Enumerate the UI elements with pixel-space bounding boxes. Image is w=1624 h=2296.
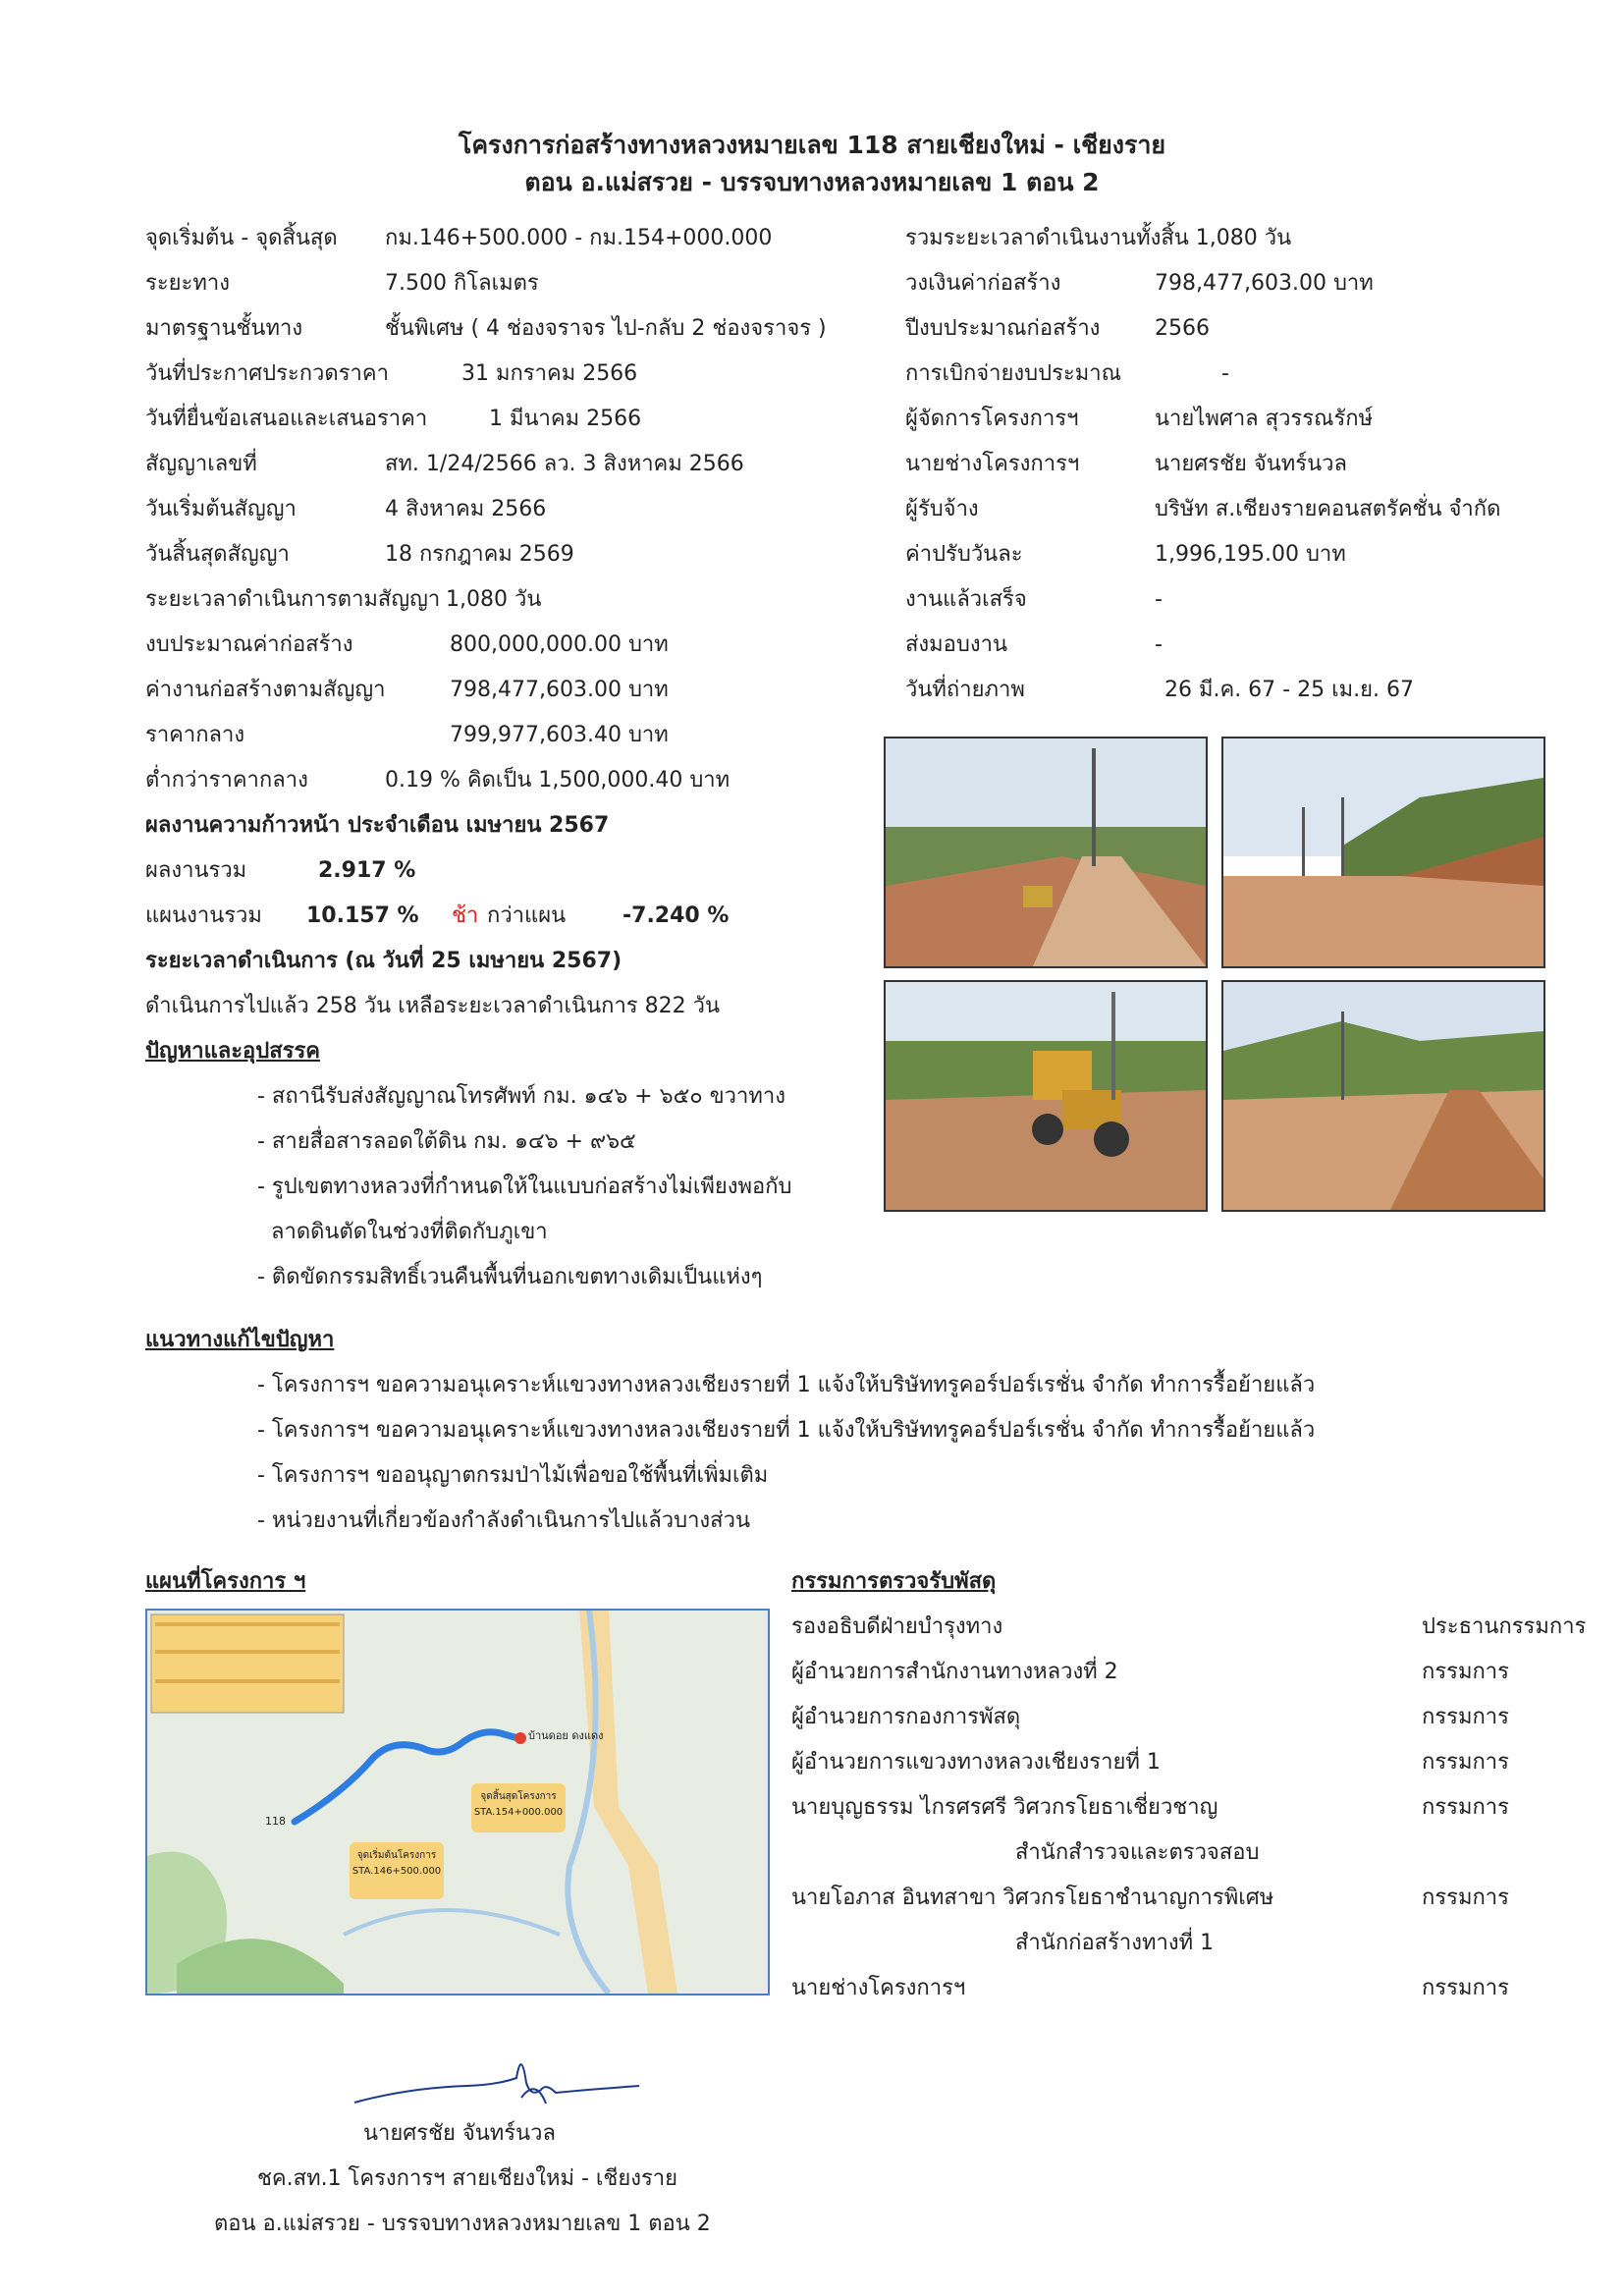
document-title-line2: ตอน อ.แม่สรวย - บรรจบทางหลวงหมายเลข 1 ตอน 2 (524, 168, 1100, 196)
site-photo-4 (1221, 980, 1545, 1212)
info-label: วันที่ถ่ายภาพ (905, 678, 1025, 702)
info-label: ผู้จัดการโครงการฯ (905, 407, 1079, 431)
end-callout-station: STA.154+000.000 (473, 1807, 564, 1818)
committee-member: นายโอภาส อินทสาขา วิศวกรโยธาชำนาญการพิเศษ (791, 1886, 1274, 1910)
info-value: 2566 (1155, 316, 1210, 341)
problem-item: - สายสื่อสารลอดใต้ดิน กม. ๑๔๖ + ๙๖๕ (257, 1129, 636, 1154)
info-value: - (1221, 361, 1229, 386)
site-photo-2 (1221, 737, 1545, 968)
status-suffix: กว่าแผน (487, 903, 567, 928)
problem-item: - สถานีรับส่งสัญญาณโทรศัพท์ กม. ๑๔๖ + ๖๕๐ ขวาทาง (257, 1084, 785, 1109)
committee-heading: กรรมการตรวจรับพัสดุ (791, 1569, 997, 1594)
info-label: สัญญาเลขที่ (145, 452, 257, 476)
committee-role: กรรมการ (1422, 1795, 1509, 1820)
solution-item: - หน่วยงานที่เกี่ยวข้องกำลังดำเนินการไปแล้วบางส่วน (257, 1508, 750, 1533)
info-value: บริษัท ส.เชียงรายคอนสตรัคชั่น จำกัด (1155, 497, 1501, 521)
start-callout (350, 1842, 444, 1899)
solution-item: - โครงการฯ ขอความอนุเคราะห์แขวงทางหลวงเชียงรายที่ 1 แจ้งให้บริษัททรูคอร์ปอร์เรชั่น จำกัด ทำการรื้อย้ายแล้ว (257, 1373, 1316, 1397)
info-label: มาตรฐานชั้นทาง (145, 316, 303, 341)
info-label: จุดเริ่มต้น - จุดสิ้นสุด (145, 226, 338, 250)
map-endpoint-label: บ้านดอย ดงแดง (528, 1729, 604, 1742)
info-value: กม.146+500.000 - กม.154+000.000 (385, 226, 773, 250)
solution-item: - โครงการฯ ขออนุญาตกรมป่าไม้เพื่อขอใช้พื้นที่เพิ่มเติม (257, 1463, 769, 1488)
actual-progress-value: 2.917 % (318, 858, 416, 883)
info-label: ระยะทาง (145, 271, 230, 296)
problem-item: ลาดดินตัดในช่วงที่ติดกับภูเขา (271, 1220, 548, 1244)
committee-role: กรรมการ (1422, 1976, 1509, 2000)
site-photo-1 (884, 737, 1208, 968)
info-value: สท. 1/24/2566 ลว. 3 สิงหาคม 2566 (385, 452, 744, 476)
info-label: ปีงบประมาณก่อสร้าง (905, 316, 1101, 341)
info-value: 798,477,603.00 บาท (1155, 271, 1374, 296)
committee-member: ผู้อำนวยการสำนักงานทางหลวงที่ 2 (791, 1660, 1118, 1684)
info-value: 18 กรกฎาคม 2569 (385, 542, 574, 567)
info-label: ผู้รับจ้าง (905, 497, 979, 521)
info-value: 0.19 % คิดเป็น 1,500,000.40 บาท (385, 768, 731, 793)
info-value: 7.500 กิโลเมตร (385, 271, 539, 296)
info-label: งบประมาณค่าก่อสร้าง (145, 632, 353, 657)
signer-position: ชค.สท.1 โครงการฯ สายเชียงใหม่ - เชียงราย (257, 2166, 678, 2191)
info-value: นายศรชัย จันทร์นวล (1155, 452, 1348, 476)
info-label: รวมระยะเวลาดำเนินงานทั้งสิ้น 1,080 วัน (905, 226, 1292, 250)
info-label: วันที่ยื่นข้อเสนอและเสนอราคา (145, 407, 428, 431)
duration-text: ดำเนินการไปแล้ว 258 วัน เหลือระยะเวลาดำเนินการ 822 วัน (145, 994, 720, 1018)
status-word: ช้า (452, 903, 479, 928)
info-label: วันสิ้นสุดสัญญา (145, 542, 290, 567)
info-label: ต่ำกว่าราคากลาง (145, 768, 308, 793)
committee-member: ผู้อำนวยการแขวงทางหลวงเชียงรายที่ 1 (791, 1750, 1161, 1775)
info-label: ค่าปรับวันละ (905, 542, 1023, 567)
problem-item: - ติดขัดกรรมสิทธิ์เวนคืนพื้นที่นอกเขตทางเดิมเป็นแห่งๆ (257, 1265, 763, 1289)
planned-progress-value: 10.157 % (306, 903, 419, 928)
info-value: 1,996,195.00 บาท (1155, 542, 1346, 567)
info-value: 798,477,603.00 บาท (450, 678, 669, 702)
info-value: 1 มีนาคม 2566 (489, 407, 642, 431)
info-label: วันที่ประกาศประกวดราคา (145, 361, 389, 386)
info-value: 4 สิงหาคม 2566 (385, 497, 547, 521)
info-label: งานแล้วเสร็จ (905, 587, 1027, 612)
signer-name: นายศรชัย จันทร์นวล (363, 2121, 557, 2146)
solutions-heading: แนวทางแก้ไขปัญหา (145, 1328, 335, 1352)
committee-role: กรรมการ (1422, 1750, 1509, 1775)
info-value: 26 มี.ค. 67 - 25 เม.ย. 67 (1164, 678, 1414, 702)
planned-progress-label: แผนงานรวม (145, 903, 262, 928)
progress-heading: ผลงานความก้าวหน้า ประจำเดือน เมษายน 2567 (145, 813, 610, 838)
committee-role: กรรมการ (1422, 1886, 1509, 1910)
progress-difference: -7.240 % (623, 903, 730, 928)
committee-role: กรรมการ (1422, 1660, 1509, 1684)
end-callout (471, 1783, 566, 1832)
info-label: ราคากลาง (145, 723, 245, 747)
info-label: วงเงินค่าก่อสร้าง (905, 271, 1061, 296)
info-label: วันเริ่มต้นสัญญา (145, 497, 297, 521)
info-label: ค่างานก่อสร้างตามสัญญา (145, 678, 386, 702)
solution-item: - โครงการฯ ขอความอนุเคราะห์แขวงทางหลวงเชียงรายที่ 1 แจ้งให้บริษัททรูคอร์ปอร์เรชั่น จำกัด ทำการรื้อย้ายแล้ว (257, 1418, 1316, 1443)
committee-member: นายบุญธรรม ไกรศรศรี วิศวกรโยธาเชี่ยวชาญ (791, 1795, 1218, 1820)
committee-member: ผู้อำนวยการกองการพัสดุ (791, 1705, 1021, 1729)
site-photo-3 (884, 980, 1208, 1212)
actual-progress-label: ผลงานรวม (145, 858, 247, 883)
committee-member: รองอธิบดีฝ่ายบำรุงทาง (791, 1614, 1003, 1639)
committee-member-office: สำนักสำรวจและตรวจสอบ (1015, 1840, 1260, 1865)
committee-role: กรรมการ (1422, 1705, 1509, 1729)
info-value: 1,080 วัน (446, 587, 542, 612)
end-callout-title: จุดสิ้นสุดโครงการ (480, 1791, 557, 1802)
document-title-line1: โครงการก่อสร้างทางหลวงหมายเลข 118 สายเชียงใหม่ - เชียงราย (458, 131, 1166, 159)
info-value: - (1155, 587, 1163, 612)
start-callout-station: STA.146+500.000 (352, 1866, 442, 1877)
info-label: การเบิกจ่ายงบประมาณ (905, 361, 1121, 386)
duration-heading: ระยะเวลาดำเนินการ (ณ วันที่ 25 เมษายน 2567) (145, 949, 623, 973)
committee-member-office: สำนักก่อสร้างทางที่ 1 (1015, 1931, 1215, 1955)
handwritten-signature (350, 2039, 644, 2121)
info-value: นายไพศาล สุวรรณรักษ์ (1155, 407, 1374, 431)
problems-heading: ปัญหาและอุปสรรค (145, 1039, 320, 1064)
project-map[interactable] (145, 1609, 770, 1995)
committee-role: ประธานกรรมการ (1422, 1614, 1587, 1639)
info-label: ส่งมอบงาน (905, 632, 1007, 657)
info-value: ชั้นพิเศษ ( 4 ช่องจราจร ไป-กลับ 2 ช่องจราจร ) (385, 316, 827, 341)
map-heading: แผนที่โครงการ ฯ (145, 1569, 306, 1594)
info-label: นายช่างโครงการฯ (905, 452, 1080, 476)
info-label: ระยะเวลาดำเนินการตามสัญญา (145, 587, 441, 612)
info-value: 800,000,000.00 บาท (450, 632, 669, 657)
start-callout-title: จุดเริ่มต้นโครงการ (356, 1850, 437, 1861)
route-number-label: 118 (265, 1815, 286, 1828)
info-value: 799,977,603.40 บาท (450, 723, 669, 747)
committee-member: นายช่างโครงการฯ (791, 1976, 966, 2000)
signer-section: ตอน อ.แม่สรวย - บรรจบทางหลวงหมายเลข 1 ตอน 2 (214, 2212, 711, 2236)
info-value: 31 มกราคม 2566 (461, 361, 638, 386)
info-value: - (1155, 632, 1163, 657)
problem-item: - รูปเขตทางหลวงที่กำหนดให้ในแบบก่อสร้างไม่เพียงพอกับ (257, 1175, 792, 1199)
